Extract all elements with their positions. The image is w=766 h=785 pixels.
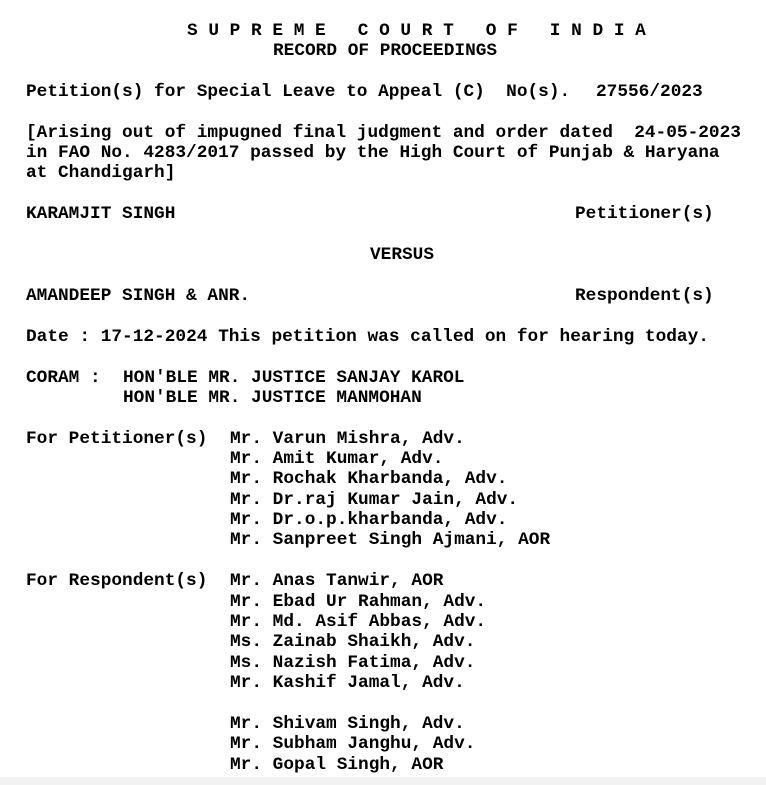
petition-label: Petition(s) for Special Leave to Appeal (C) No(s). [26, 82, 571, 102]
respondent-name: AMANDEEP SINGH & ANR. [26, 286, 251, 306]
counsel-entry: Mr. Gopal Singh, AOR [230, 755, 444, 775]
petitioner-counsel-label: For Petitioner(s) [26, 429, 208, 449]
respondent-role: Respondent(s) [575, 286, 714, 306]
record-title: RECORD OF PROCEEDINGS [273, 41, 498, 61]
counsel-entry: Mr. Anas Tanwir, AOR [230, 571, 444, 591]
counsel-entry: Mr. Ebad Ur Rahman, Adv. [230, 592, 487, 612]
date-label: Date : [26, 327, 91, 347]
counsel-entry: Mr. Amit Kumar, Adv. [230, 449, 444, 469]
counsel-entry: Mr. Kashif Jamal, Adv. [230, 673, 465, 693]
coram-label: CORAM : [26, 368, 101, 388]
counsel-entry: Mr. Shivam Singh, Adv. [230, 714, 465, 734]
counsel-entry: Mr. Varun Mishra, Adv. [230, 429, 465, 449]
court-name: S U P R E M E C O U R T O F I N D I A [187, 21, 646, 41]
coram-judge: HON'BLE MR. JUSTICE SANJAY KAROL [123, 368, 465, 388]
counsel-entry: Mr. Subham Janghu, Adv. [230, 734, 476, 754]
arising-line-1: [Arising out of impugned final judgment and order dated 24-05-2023 [26, 123, 741, 143]
petitioner-role: Petitioner(s) [575, 204, 714, 224]
counsel-entry: Ms. Nazish Fatima, Adv. [230, 653, 476, 673]
counsel-entry: Mr. Dr.o.p.kharbanda, Adv. [230, 510, 508, 530]
counsel-entry: Mr. Dr.raj Kumar Jain, Adv. [230, 490, 519, 510]
coram-judge: HON'BLE MR. JUSTICE MANMOHAN [123, 388, 422, 408]
arising-line-2: in FAO No. 4283/2017 passed by the High Court of Punjab & Haryana [26, 143, 720, 163]
page-bottom-edge [0, 777, 766, 785]
arising-line-3: at Chandigarh] [26, 163, 176, 183]
counsel-entry: Ms. Zainab Shaikh, Adv. [230, 632, 476, 652]
petition-number: 27556/2023 [596, 82, 703, 102]
counsel-entry: Mr. Md. Asif Abbas, Adv. [230, 612, 487, 632]
respondent-counsel-label: For Respondent(s) [26, 571, 208, 591]
hearing-date: 17-12-2024 [100, 327, 208, 347]
counsel-entry: Mr. Sanpreet Singh Ajmani, AOR [230, 530, 551, 550]
versus: VERSUS [370, 245, 435, 265]
hearing-line [26, 327, 709, 347]
hearing-text: This petition was called on for hearing today. [218, 327, 709, 347]
counsel-entry: Mr. Rochak Kharbanda, Adv. [230, 469, 508, 489]
petitioner-name: KARAMJIT SINGH [26, 204, 176, 224]
